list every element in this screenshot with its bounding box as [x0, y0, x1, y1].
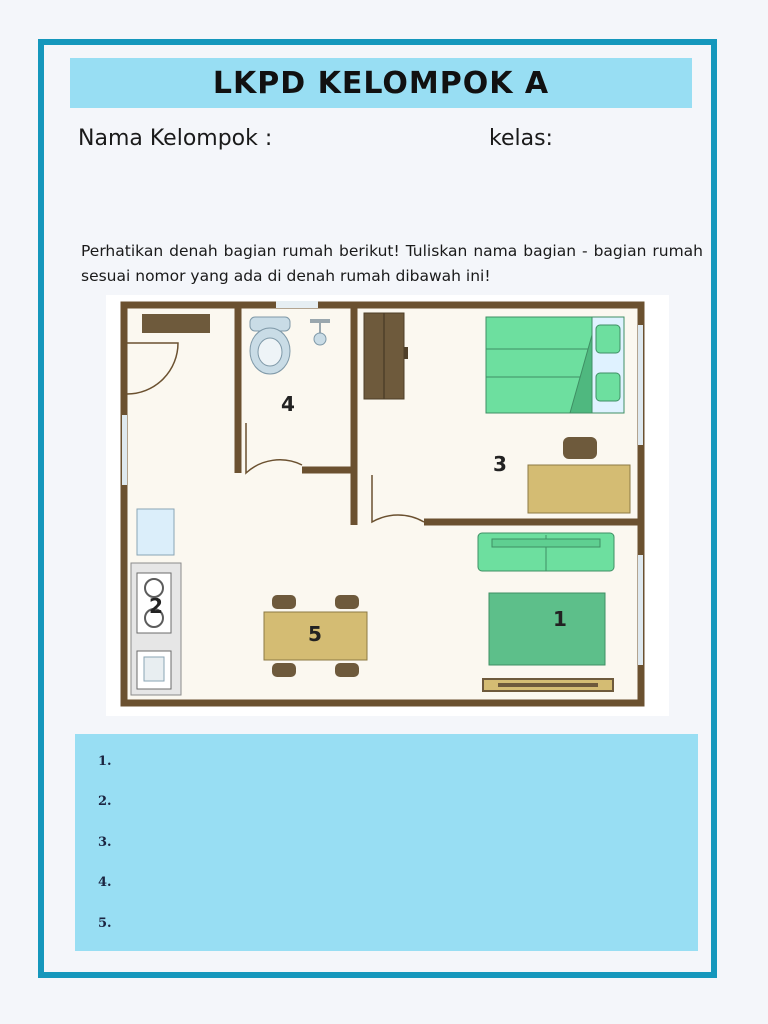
window-right-top: [638, 325, 643, 445]
dining-chair: [272, 595, 296, 609]
sink-basin-icon: [144, 657, 164, 681]
desk: [528, 465, 630, 513]
sofa-backrest: [492, 539, 600, 547]
room-label-3: 3: [493, 452, 507, 476]
page-title: LKPD KELOMPOK A: [212, 65, 550, 101]
title-banner: [70, 58, 692, 108]
window-right-bottom: [638, 555, 643, 665]
fridge: [137, 509, 174, 555]
shower-head-icon: [314, 333, 326, 345]
dining-chair: [272, 663, 296, 677]
floorplan-drawing: [106, 295, 669, 716]
desk-chair: [563, 437, 597, 459]
answer-item-4[interactable]: 4.: [98, 875, 112, 891]
pillow-icon: [596, 373, 620, 401]
dining-chair: [335, 595, 359, 609]
window-left: [122, 415, 127, 485]
group-name-label: Nama Kelompok :: [78, 126, 273, 151]
shower-bar-icon: [310, 319, 330, 323]
entrance-shelf: [142, 314, 210, 333]
answer-box: [75, 734, 698, 951]
room-label-2: 2: [149, 594, 163, 618]
room-label-4: 4: [281, 392, 295, 416]
rug: [489, 593, 605, 665]
answer-item-5[interactable]: 5.: [98, 915, 112, 931]
room-label-5: 5: [308, 622, 322, 646]
wardrobe-handle: [404, 347, 408, 359]
answer-list: [98, 754, 112, 956]
toilet-bowl-icon: [258, 338, 282, 366]
house-floorplan: [106, 295, 669, 716]
room-label-1: 1: [553, 607, 567, 631]
dining-chair: [335, 663, 359, 677]
answer-item-1[interactable]: 1.: [98, 754, 112, 769]
instruction-text: Perhatikan denah bagian rumah berikut! Tuliskan nama bagian - bagian rumah sesuai nomor yang ada di denah rumah dibawah ini!: [81, 242, 703, 285]
class-label: kelas:: [489, 126, 553, 151]
answer-item-2[interactable]: 2.: [98, 794, 112, 810]
window-top: [276, 301, 318, 308]
tv-icon: [498, 683, 598, 687]
pillow-icon: [596, 325, 620, 353]
answer-item-3[interactable]: 3.: [98, 834, 112, 850]
